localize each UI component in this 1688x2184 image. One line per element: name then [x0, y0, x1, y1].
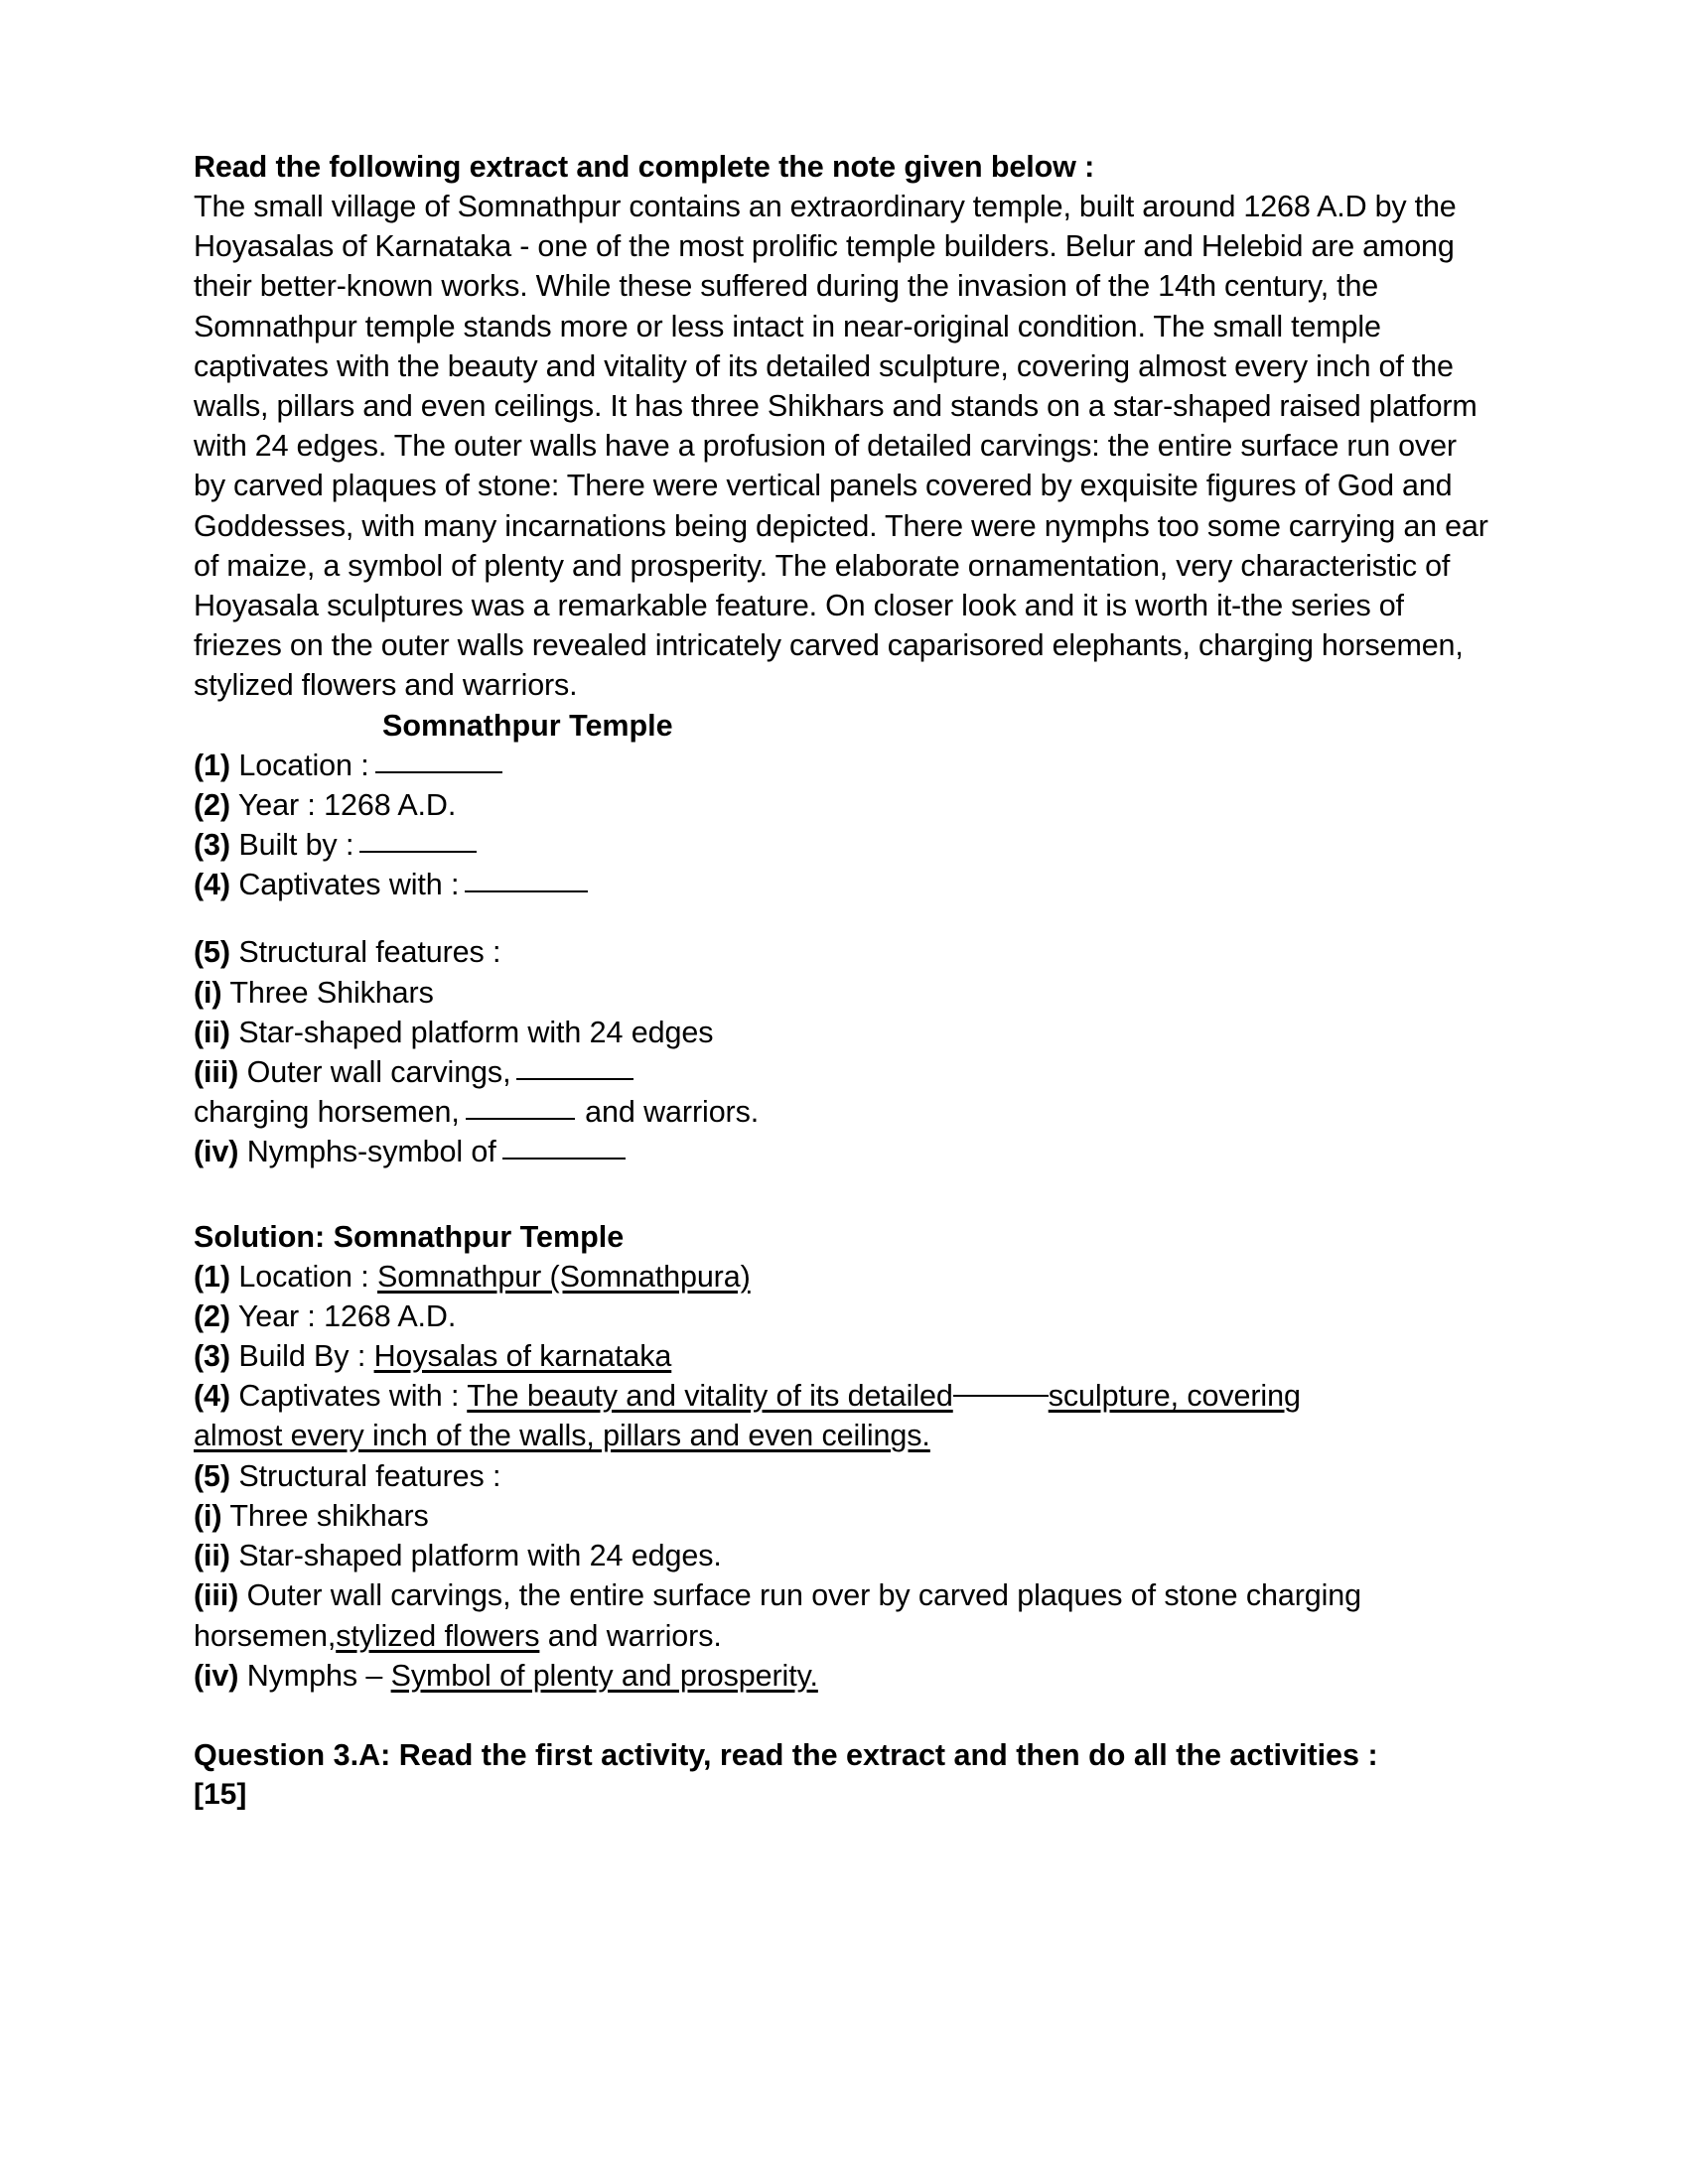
note-item-4-number: (4)	[194, 868, 230, 902]
solution-item-1	[194, 1257, 1494, 1297]
note-subitem-iii-blank-2	[466, 1118, 575, 1120]
instruction-heading: Read the following extract and complete the note given below :	[194, 150, 1095, 184]
next-question-marks: [15]	[194, 1777, 247, 1811]
solution-item-1-number: (1)	[194, 1259, 230, 1294]
note-item-4	[194, 865, 1494, 904]
note-subitem-iii-cont-b: and warriors.	[585, 1095, 760, 1130]
note-subitem-iv-blank	[502, 1158, 626, 1160]
solution-item-3-answer: Hoysalas of karnataka	[373, 1339, 672, 1374]
solution-subitem-iii-number: (iii)	[194, 1578, 239, 1613]
note-item-1	[194, 746, 1494, 785]
solution-item-4-underline-gap	[953, 1395, 1049, 1397]
solution-item-4-label: Captivates with :	[238, 1379, 460, 1414]
solution-subitem-iv	[194, 1656, 1494, 1696]
note-subitem-ii	[194, 1013, 1494, 1052]
solution-subitem-iv-number: (iv)	[194, 1658, 239, 1693]
note-subitem-iii-cont-a: charging horsemen,	[194, 1095, 460, 1130]
solution-item-4	[194, 1376, 1494, 1455]
note-subitem-i	[194, 973, 1494, 1013]
solution-heading: Solution: Somnathpur Temple	[194, 1219, 625, 1254]
note-subitem-iii-text: Outer wall carvings,	[246, 1055, 511, 1090]
extract-paragraph: The small village of Somnathpur contains an extraordinary temple, built around 1268 A.D by the Hoyasalas of Karnataka - one of the most prolific temple builders. Belur and Helebid are among their better-known works. While these suffered during the invasion of the 14th century, the Somnathpur temple stands more or less intact in near-original condition. The small temple captivates with the beauty and vitality of its detailed sculpture, covering almost every inch of the walls, pillars and even ceilings. It has three Shikhars and stands on a star-shaped raised platform with 24 edges. The outer walls have a profusion of detailed carvings: the entire surface run over by carved plaques of stone: There were vertical panels covered by exquisite figures of God and Goddesses, with many incarnations being depicted. There were nymphs too some carrying an ear of maize, a symbol of plenty and prosperity. The elaborate ornamentation, very characteristic of Hoyasala sculptures was a remarkable feature. On closer look and it is worth it-the series of friezes on the outer walls revealed intricately carved caparisored elephants, charging horsemen, stylized flowers and warriors.	[194, 190, 1488, 703]
note-item-3-number: (3)	[194, 828, 230, 863]
solution-item-5-number: (5)	[194, 1458, 230, 1493]
note-gap-spacer	[194, 904, 1494, 932]
note-subitem-i-number: (i)	[194, 975, 222, 1010]
solution-item-4-answer-part-a: The beauty and vitality of its detailed	[467, 1379, 953, 1414]
solution-top-spacer	[194, 1172, 1494, 1217]
solution-subitem-iii	[194, 1575, 1494, 1655]
note-item-5-label: Structural features :	[238, 935, 501, 970]
note-item-5-number: (5)	[194, 935, 230, 970]
solution-item-2-label: Year :	[237, 1298, 316, 1333]
note-item-2-number: (2)	[194, 787, 230, 822]
solution-item-2-value: 1268 A.D.	[324, 1298, 457, 1333]
note-item-2	[194, 785, 1494, 825]
solution-item-1-answer: Somnathpur (Somnathpura)	[377, 1259, 751, 1294]
solution-item-3	[194, 1336, 1494, 1376]
solution-item-4-answer-part-c: almost every inch of the walls, pillars and even ceilings.	[194, 1419, 930, 1453]
solution-subitem-iii-text: Outer wall carvings, the entire surface run over by carved plaques of stone charging	[246, 1578, 1362, 1613]
note-item-3-label: Built by :	[238, 828, 354, 863]
note-item-3	[194, 825, 1494, 865]
solution-subitem-iv-label: Nymphs –	[246, 1658, 383, 1693]
note-subitem-iv	[194, 1132, 1494, 1171]
next-question-spacer	[194, 1696, 1494, 1735]
solution-item-4-number: (4)	[194, 1379, 230, 1414]
solution-item-2-number: (2)	[194, 1298, 230, 1333]
solution-subitem-ii	[194, 1536, 1494, 1575]
note-subitem-iii-number: (iii)	[194, 1055, 239, 1090]
note-item-5	[194, 932, 1494, 972]
solution-subitem-i-number: (i)	[194, 1498, 222, 1533]
solution-subitem-i-text: Three shikhars	[229, 1498, 429, 1533]
note-item-2-label: Year :	[237, 787, 316, 822]
note-item-1-blank	[375, 771, 502, 773]
solution-item-5	[194, 1456, 1494, 1496]
note-subitem-iv-number: (iv)	[194, 1135, 239, 1169]
solution-subitem-iii-cont-underlined: stylized flowers	[336, 1618, 540, 1653]
solution-subitem-iv-answer: Symbol of plenty and prosperity.	[390, 1658, 818, 1693]
document-content	[194, 147, 1494, 1815]
solution-item-4-answer-part-b: sculpture, covering	[1048, 1379, 1301, 1414]
solution-item-3-label: Build By :	[238, 1339, 366, 1374]
solution-item-2	[194, 1297, 1494, 1336]
solution-item-3-number: (3)	[194, 1339, 230, 1374]
solution-subitem-i	[194, 1496, 1494, 1536]
note-subitem-ii-number: (ii)	[194, 1015, 230, 1049]
note-item-3-blank	[359, 851, 477, 853]
note-subitem-iii-blank-1	[516, 1078, 633, 1080]
note-item-1-label: Location :	[238, 748, 369, 782]
solution-item-1-label: Location :	[238, 1259, 369, 1294]
note-title: Somnathpur Temple	[382, 708, 673, 743]
note-subitem-iii	[194, 1052, 1494, 1092]
solution-subitem-iii-cont-b: and warriors.	[547, 1618, 722, 1653]
note-subitem-ii-text: Star-shaped platform with 24 edges	[238, 1015, 714, 1049]
note-item-4-label: Captivates with :	[238, 868, 460, 902]
solution-subitem-ii-number: (ii)	[194, 1539, 230, 1573]
note-subitem-i-text: Three Shikhars	[229, 975, 434, 1010]
note-item-4-blank	[465, 890, 588, 892]
note-item-2-value: 1268 A.D.	[324, 787, 457, 822]
solution-subitem-iii-cont-a: horsemen,	[194, 1618, 337, 1653]
note-item-1-number: (1)	[194, 748, 230, 782]
solution-subitem-ii-text: Star-shaped platform with 24 edges.	[238, 1539, 722, 1573]
next-question-heading: Question 3.A: Read the first activity, read the extract and then do all the activities :	[194, 1737, 1378, 1772]
note-subitem-iv-text: Nymphs-symbol of	[246, 1135, 496, 1169]
note-subitem-iii-continuation	[194, 1092, 1494, 1132]
solution-item-5-label: Structural features :	[238, 1458, 501, 1493]
